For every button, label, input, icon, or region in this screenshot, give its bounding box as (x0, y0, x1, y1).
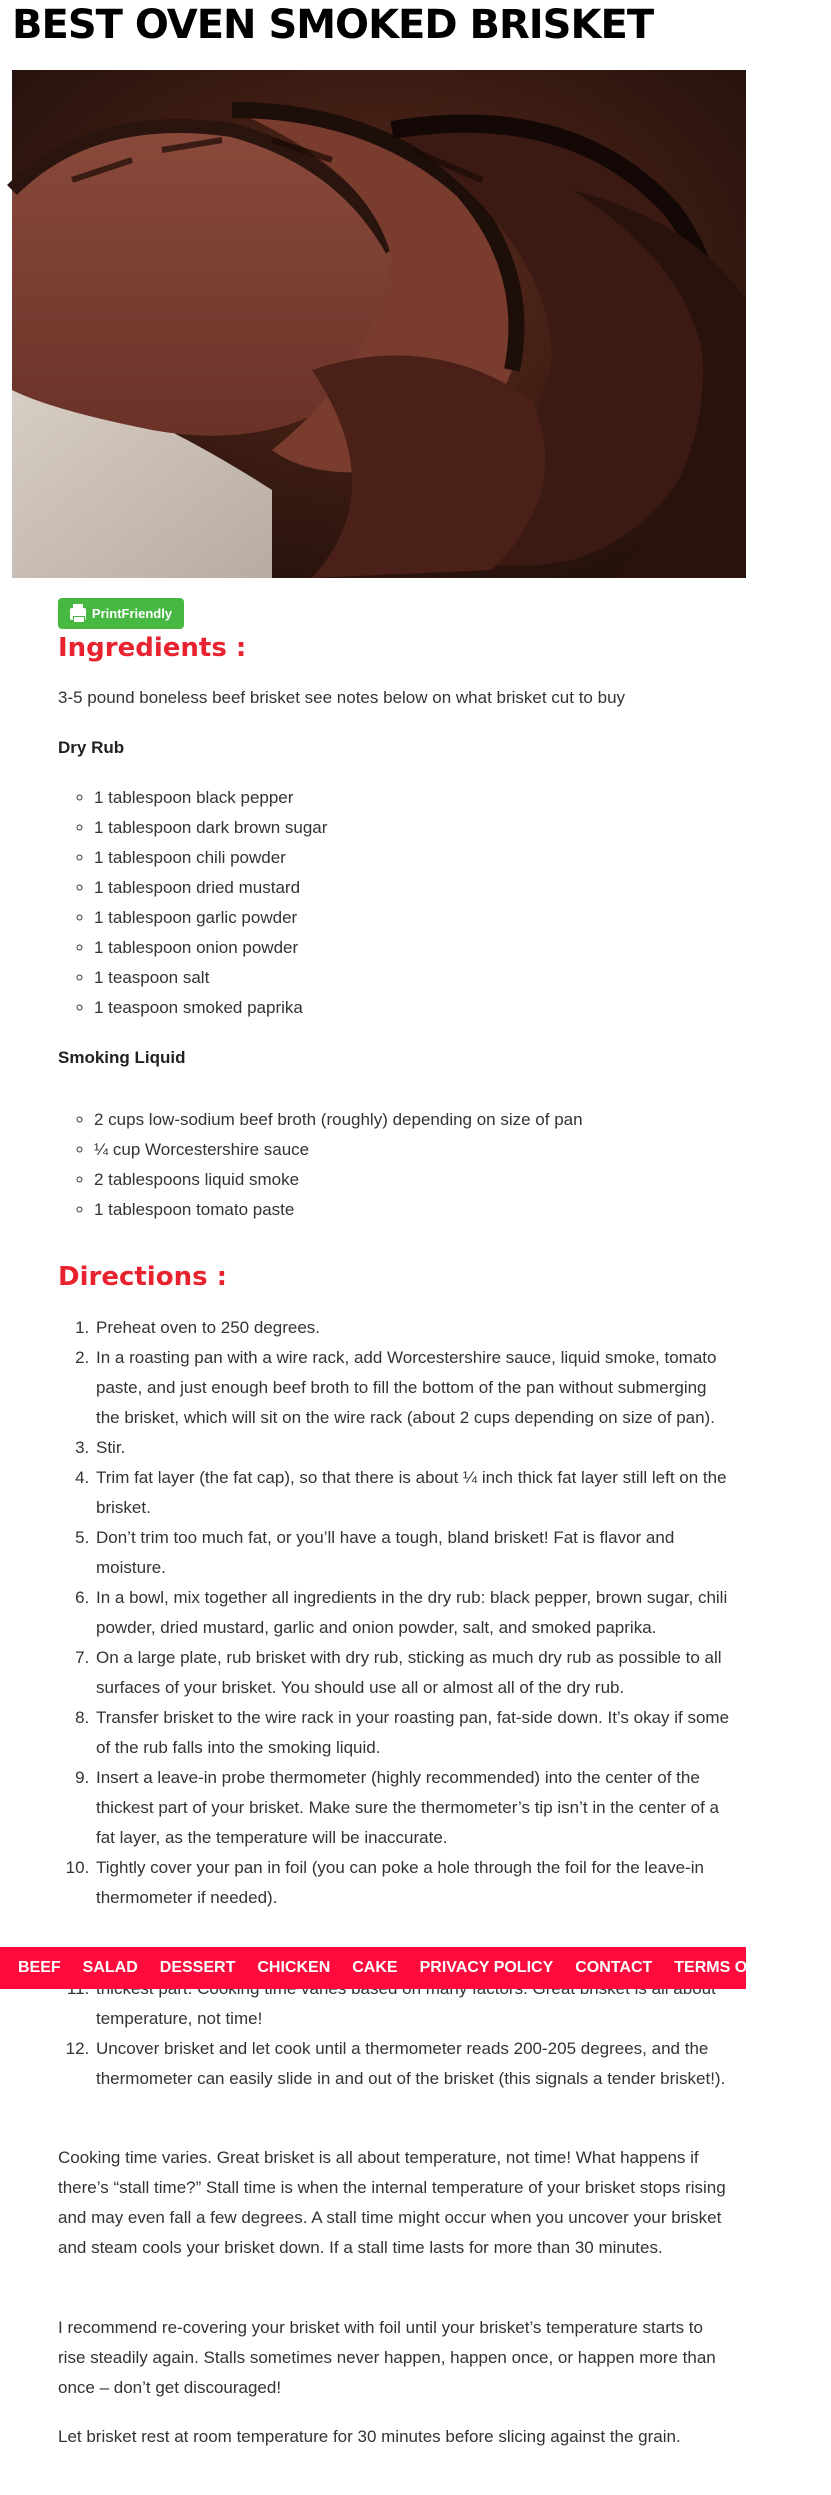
ingredients-heading: Ingredients : (58, 633, 247, 663)
nav-link-beef[interactable]: BEEF (18, 1959, 61, 1976)
list-item: ◦ 1 tablespoon garlic powder (94, 903, 734, 933)
list-item: 12. Uncover brisket and let cook until a thermometer reads 200-205 degrees, and the thermometer can easily slide in and out of the brisket (this signals a tender brisket!). (94, 2034, 734, 2094)
nav-link-dessert[interactable]: DESSERT (159, 1959, 236, 1976)
list-item: 5. Don’t trim too much fat, or you’ll have a tough, bland brisket! Fat is flavor and moisture. (94, 1523, 734, 1583)
list-item: 9. Insert a leave-in probe thermometer (highly recommended) into the center of the thickest part of your brisket. Make sure the thermometer’s tip isn’t in the center of a fat layer, as the temperature will be inaccurate. (94, 1763, 734, 1853)
list-item: 1. Preheat oven to 250 degrees. (94, 1313, 734, 1343)
list-item: ◦ ¼ cup Worcestershire sauce (94, 1135, 734, 1165)
brisket-photo (12, 70, 746, 578)
list-item: 4. Trim fat layer (the fat cap), so that there is about ¼ inch thick fat layer still left on the brisket. (94, 1463, 734, 1523)
nav-link-terms[interactable]: TERMS OF SERVICE (674, 1959, 831, 1976)
nav-link-privacy-policy[interactable]: PRIVACY POLICY (419, 1959, 554, 1976)
page-title: BEST OVEN SMOKED BRISKET (12, 2, 654, 48)
list-item: ◦ 1 tablespoon black pepper (94, 783, 734, 813)
list-item: ◦ 1 teaspoon smoked paprika (94, 993, 734, 1023)
nav-link-cake[interactable]: CAKE (352, 1959, 398, 1976)
list-item: 10. Tightly cover your pan in foil (you can poke a hole through the foil for the leave-in thermometer if needed). (94, 1853, 734, 1913)
sticky-nav-bar (0, 1947, 831, 1989)
list-item: 2. In a roasting pan with a wire rack, add Worcestershire sauce, liquid smoke, tomato paste, and just enough beef broth to fill the bottom of the pan without submerging the brisket, which will sit on the wire rack (about 2 cups depending on size of pan). (94, 1343, 734, 1433)
list-item: 7. On a large plate, rub brisket with dry rub, sticking as much dry rub as possible to all surfaces of your brisket. You should use all or almost all of the dry rub. (94, 1643, 734, 1703)
list-item: 3. Stir. (94, 1433, 734, 1463)
print-friendly-label: PrintFriendly (91, 606, 173, 621)
nav-link-chicken[interactable]: CHICKEN (257, 1959, 331, 1976)
list-item: ◦ 1 teaspoon salt (94, 963, 734, 993)
list-item: ◦ 1 tablespoon chili powder (94, 843, 734, 873)
directions-list (58, 1313, 734, 1913)
smoking-liquid-list (58, 1105, 734, 1225)
list-item: ◦ 1 tablespoon dark brown sugar (94, 813, 734, 843)
list-item: ◦ 1 tablespoon onion powder (94, 933, 734, 963)
note-paragraph: Let brisket rest at room temperature for 30 minutes before slicing against the grain. (58, 2427, 681, 2446)
list-item: 11. temperature, not time! (94, 1974, 734, 2034)
print-friendly-button[interactable] (58, 598, 184, 629)
nav-link-salad[interactable]: SALAD (82, 1959, 138, 1976)
list-item: ◦ 1 tablespoon dried mustard (94, 873, 734, 903)
smoking-liquid-heading: Smoking Liquid (58, 1048, 186, 1067)
list-item: ◦ 2 tablespoons liquid smoke (94, 1165, 734, 1195)
dry-rub-list (58, 783, 734, 1023)
note-paragraph: Cooking time varies. Great brisket is all about temperature, not time! What happens if there’s “stall time?” Stall time is when the internal temperature of your brisket stops rising and may even fall a few degrees. A stall time might occur when you uncover your brisket and steam cools your brisket down. If a stall time lasts for more than 30 minutes. (58, 2148, 726, 2257)
list-item: ◦ 2 cups low-sodium beef broth (roughly) depending on size of pan (94, 1105, 734, 1135)
dry-rub-heading: Dry Rub (58, 738, 125, 757)
list-item: 8. Transfer brisket to the wire rack in your roasting pan, fat-side down. It’s okay if some of the rub falls into the smoking liquid. (94, 1703, 734, 1763)
list-item: 6. In a bowl, mix together all ingredients in the dry rub: black pepper, brown sugar, chili powder, dried mustard, garlic and onion powder, salt, and smoked paprika. (94, 1583, 734, 1643)
note-paragraph: I recommend re-covering your brisket with foil until your brisket’s temperature starts to rise steadily again. Stalls sometimes never happen, happen once, or happen more than once – don’t get discouraged! (58, 2318, 716, 2397)
directions-list-continued (58, 1974, 734, 2094)
nav-link-contact[interactable]: CONTACT (575, 1959, 653, 1976)
printer-icon (70, 608, 86, 620)
directions-heading: Directions : (58, 1262, 227, 1292)
ingredients-intro: 3-5 pound boneless beef brisket see notes below on what brisket cut to buy (58, 688, 626, 707)
list-item: ◦ 1 tablespoon tomato paste (94, 1195, 734, 1225)
